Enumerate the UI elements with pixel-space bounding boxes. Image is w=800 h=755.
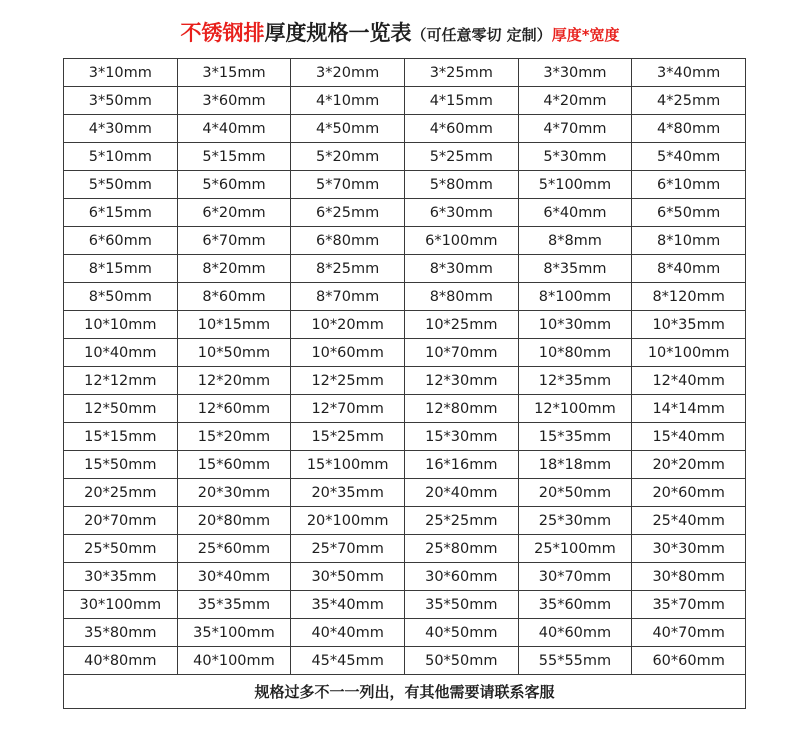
spec-cell: 3*40mm	[632, 59, 746, 87]
spec-cell: 20*80mm	[177, 507, 291, 535]
spec-cell: 20*30mm	[177, 479, 291, 507]
spec-table-body	[64, 59, 746, 709]
spec-cell: 12*50mm	[64, 395, 178, 423]
spec-cell: 5*40mm	[632, 143, 746, 171]
spec-cell: 8*8mm	[518, 227, 632, 255]
spec-cell: 8*80mm	[404, 283, 518, 311]
spec-cell: 35*100mm	[177, 619, 291, 647]
spec-cell: 20*60mm	[632, 479, 746, 507]
spec-cell: 35*70mm	[632, 591, 746, 619]
spec-cell: 10*40mm	[64, 339, 178, 367]
spec-cell: 8*25mm	[291, 255, 405, 283]
spec-cell: 8*100mm	[518, 283, 632, 311]
spec-cell: 40*60mm	[518, 619, 632, 647]
spec-cell: 8*30mm	[404, 255, 518, 283]
table-row	[64, 339, 746, 367]
spec-cell: 35*40mm	[291, 591, 405, 619]
spec-cell: 5*100mm	[518, 171, 632, 199]
table-row	[64, 423, 746, 451]
spec-cell: 3*25mm	[404, 59, 518, 87]
spec-cell: 5*20mm	[291, 143, 405, 171]
spec-cell: 30*100mm	[64, 591, 178, 619]
spec-cell: 25*80mm	[404, 535, 518, 563]
table-row	[64, 591, 746, 619]
spec-cell: 30*80mm	[632, 563, 746, 591]
table-row	[64, 395, 746, 423]
spec-cell: 10*60mm	[291, 339, 405, 367]
table-row	[64, 535, 746, 563]
spec-cell: 8*70mm	[291, 283, 405, 311]
spec-cell: 4*25mm	[632, 87, 746, 115]
spec-cell: 3*60mm	[177, 87, 291, 115]
spec-cell: 3*50mm	[64, 87, 178, 115]
spec-cell: 4*50mm	[291, 115, 405, 143]
spec-cell: 40*100mm	[177, 647, 291, 675]
spec-table	[63, 58, 746, 709]
spec-cell: 14*14mm	[632, 395, 746, 423]
spec-cell: 10*30mm	[518, 311, 632, 339]
spec-cell: 15*15mm	[64, 423, 178, 451]
spec-cell: 15*30mm	[404, 423, 518, 451]
spec-cell: 10*25mm	[404, 311, 518, 339]
spec-cell: 12*12mm	[64, 367, 178, 395]
table-row	[64, 227, 746, 255]
title-note: （可任意零切 定制）	[411, 26, 552, 44]
spec-cell: 6*25mm	[291, 199, 405, 227]
table-row	[64, 451, 746, 479]
spec-cell: 15*60mm	[177, 451, 291, 479]
spec-cell: 40*50mm	[404, 619, 518, 647]
spec-cell: 5*50mm	[64, 171, 178, 199]
spec-cell: 18*18mm	[518, 451, 632, 479]
spec-cell: 8*120mm	[632, 283, 746, 311]
spec-cell: 12*70mm	[291, 395, 405, 423]
spec-cell: 6*20mm	[177, 199, 291, 227]
spec-cell: 35*80mm	[64, 619, 178, 647]
table-row	[64, 647, 746, 675]
title-product: 不锈钢排	[180, 21, 265, 45]
spec-cell: 10*20mm	[291, 311, 405, 339]
spec-cell: 12*35mm	[518, 367, 632, 395]
table-row	[64, 311, 746, 339]
spec-cell: 50*50mm	[404, 647, 518, 675]
spec-cell: 10*35mm	[632, 311, 746, 339]
spec-cell: 12*40mm	[632, 367, 746, 395]
spec-cell: 10*15mm	[177, 311, 291, 339]
spec-cell: 8*35mm	[518, 255, 632, 283]
spec-cell: 15*35mm	[518, 423, 632, 451]
spec-cell: 25*25mm	[404, 507, 518, 535]
spec-cell: 10*100mm	[632, 339, 746, 367]
spec-cell: 4*40mm	[177, 115, 291, 143]
spec-cell: 30*30mm	[632, 535, 746, 563]
spec-cell: 35*60mm	[518, 591, 632, 619]
spec-cell: 10*80mm	[518, 339, 632, 367]
spec-cell: 60*60mm	[632, 647, 746, 675]
spec-cell: 25*50mm	[64, 535, 178, 563]
spec-cell: 3*30mm	[518, 59, 632, 87]
spec-cell: 4*30mm	[64, 115, 178, 143]
spec-cell: 30*40mm	[177, 563, 291, 591]
spec-cell: 12*25mm	[291, 367, 405, 395]
table-row	[64, 507, 746, 535]
spec-cell: 15*50mm	[64, 451, 178, 479]
spec-cell: 6*10mm	[632, 171, 746, 199]
spec-cell: 15*20mm	[177, 423, 291, 451]
spec-cell: 55*55mm	[518, 647, 632, 675]
spec-cell: 4*60mm	[404, 115, 518, 143]
spec-cell: 8*10mm	[632, 227, 746, 255]
spec-cell: 4*20mm	[518, 87, 632, 115]
spec-cell: 3*10mm	[64, 59, 178, 87]
spec-cell: 20*25mm	[64, 479, 178, 507]
spec-cell: 8*20mm	[177, 255, 291, 283]
spec-cell: 4*15mm	[404, 87, 518, 115]
table-footer-row	[64, 675, 746, 709]
spec-cell: 30*35mm	[64, 563, 178, 591]
spec-cell: 35*50mm	[404, 591, 518, 619]
table-row	[64, 143, 746, 171]
spec-cell: 20*100mm	[291, 507, 405, 535]
spec-cell: 10*10mm	[64, 311, 178, 339]
spec-cell: 6*80mm	[291, 227, 405, 255]
page-title	[0, 18, 800, 50]
spec-cell: 20*40mm	[404, 479, 518, 507]
spec-cell: 5*70mm	[291, 171, 405, 199]
spec-cell: 15*100mm	[291, 451, 405, 479]
spec-cell: 10*50mm	[177, 339, 291, 367]
spec-cell: 25*40mm	[632, 507, 746, 535]
title-dimension-hint: 厚度*宽度	[551, 26, 620, 44]
spec-cell: 40*40mm	[291, 619, 405, 647]
spec-cell: 25*100mm	[518, 535, 632, 563]
table-row	[64, 59, 746, 87]
spec-cell: 6*15mm	[64, 199, 178, 227]
spec-cell: 4*10mm	[291, 87, 405, 115]
spec-cell: 8*15mm	[64, 255, 178, 283]
spec-cell: 8*60mm	[177, 283, 291, 311]
spec-cell: 5*25mm	[404, 143, 518, 171]
spec-cell: 20*70mm	[64, 507, 178, 535]
table-row	[64, 619, 746, 647]
spec-cell: 30*60mm	[404, 563, 518, 591]
spec-cell: 6*70mm	[177, 227, 291, 255]
spec-cell: 6*40mm	[518, 199, 632, 227]
title-main: 厚度规格一览表	[264, 21, 412, 45]
table-row	[64, 199, 746, 227]
table-row	[64, 479, 746, 507]
footer-note: 规格过多不一一列出，有其他需要请联系客服	[64, 675, 746, 709]
spec-cell: 4*70mm	[518, 115, 632, 143]
spec-cell: 3*15mm	[177, 59, 291, 87]
spec-cell: 25*30mm	[518, 507, 632, 535]
spec-cell: 15*25mm	[291, 423, 405, 451]
spec-cell: 35*35mm	[177, 591, 291, 619]
spec-cell: 40*70mm	[632, 619, 746, 647]
table-row	[64, 283, 746, 311]
spec-cell: 6*30mm	[404, 199, 518, 227]
spec-cell: 8*50mm	[64, 283, 178, 311]
spec-cell: 6*50mm	[632, 199, 746, 227]
spec-cell: 5*30mm	[518, 143, 632, 171]
spec-cell: 5*10mm	[64, 143, 178, 171]
spec-cell: 25*60mm	[177, 535, 291, 563]
spec-cell: 40*80mm	[64, 647, 178, 675]
spec-cell: 20*35mm	[291, 479, 405, 507]
table-row	[64, 255, 746, 283]
spec-cell: 4*80mm	[632, 115, 746, 143]
spec-cell: 20*20mm	[632, 451, 746, 479]
table-row	[64, 367, 746, 395]
spec-cell: 12*60mm	[177, 395, 291, 423]
spec-cell: 45*45mm	[291, 647, 405, 675]
table-row	[64, 563, 746, 591]
spec-cell: 10*70mm	[404, 339, 518, 367]
table-row	[64, 171, 746, 199]
spec-cell: 20*50mm	[518, 479, 632, 507]
table-row	[64, 87, 746, 115]
table-row	[64, 115, 746, 143]
spec-cell: 25*70mm	[291, 535, 405, 563]
spec-cell: 12*20mm	[177, 367, 291, 395]
spec-cell: 3*20mm	[291, 59, 405, 87]
spec-cell: 8*40mm	[632, 255, 746, 283]
spec-cell: 16*16mm	[404, 451, 518, 479]
spec-cell: 5*80mm	[404, 171, 518, 199]
spec-cell: 5*15mm	[177, 143, 291, 171]
spec-cell: 15*40mm	[632, 423, 746, 451]
spec-cell: 5*60mm	[177, 171, 291, 199]
spec-cell: 6*100mm	[404, 227, 518, 255]
spec-cell: 12*80mm	[404, 395, 518, 423]
spec-cell: 30*70mm	[518, 563, 632, 591]
spec-cell: 30*50mm	[291, 563, 405, 591]
spec-cell: 12*100mm	[518, 395, 632, 423]
spec-cell: 12*30mm	[404, 367, 518, 395]
spec-cell: 6*60mm	[64, 227, 178, 255]
